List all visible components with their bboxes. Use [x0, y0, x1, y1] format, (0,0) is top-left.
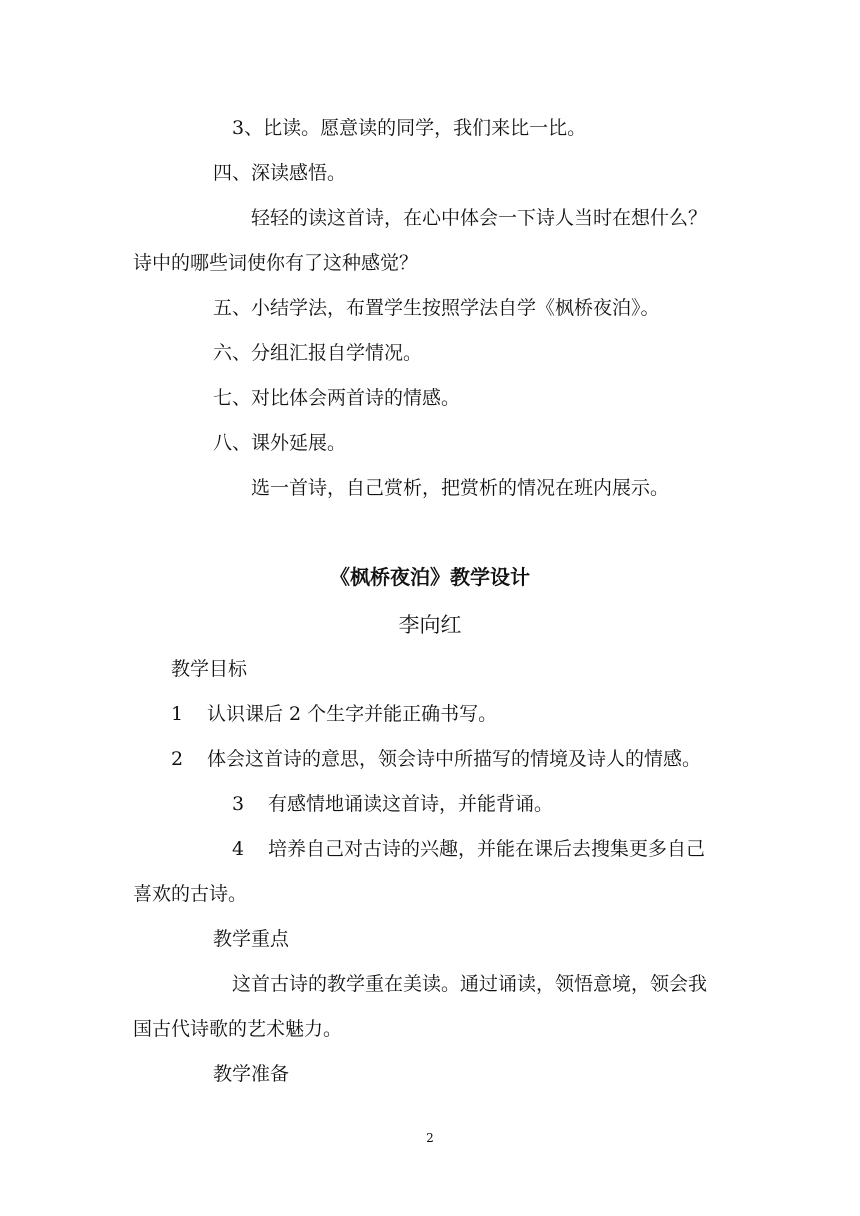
goal-text: 体会这首诗的意思，领会诗中所描写的情境及诗人的情感。 — [207, 748, 702, 770]
goal-item-1 — [171, 702, 497, 726]
goal-item-4-continued: 喜欢的古诗。 — [133, 883, 248, 905]
heading-deep-reading: 四、深读感悟。 — [213, 162, 347, 184]
heading-extension: 八、课外延展。 — [213, 432, 347, 454]
paragraph-extension: 选一首诗，自己赏析，把赏析的情况在班内展示。 — [251, 477, 670, 499]
key-points-heading: 教学重点 — [213, 928, 290, 950]
goal-item-4 — [232, 837, 705, 861]
heading-group-report: 六、分组汇报自学情况。 — [213, 342, 423, 364]
goal-text: 培养自己对古诗的兴趣，并能在课后去搜集更多自己 — [268, 838, 706, 860]
key-points-text-line1: 这首古诗的教学重在美读。通过诵读，领悟意境，领会我 — [232, 973, 708, 995]
preparation-heading: 教学准备 — [213, 1063, 290, 1085]
paragraph-compare-reading: 3、比读。愿意读的同学，我们来比一比。 — [232, 117, 587, 139]
goal-text: 有感情地诵读这首诗，并能背诵。 — [268, 793, 554, 815]
goal-item-3 — [232, 792, 553, 816]
goal-text: 认识课后 2 个生字并能正确书写。 — [207, 703, 498, 725]
page-number: 2 — [426, 1131, 434, 1145]
paragraph-deep-reading-line1: 轻轻的读这首诗，在心中体会一下诗人当时在想什么？ — [251, 207, 708, 229]
goal-item-2 — [171, 747, 701, 771]
goal-number: 4 — [232, 838, 245, 860]
paragraph-deep-reading-line2: 诗中的哪些词使你有了这种感觉？ — [133, 252, 419, 274]
section-title: 《枫桥夜泊》教学设计 — [330, 565, 530, 589]
goal-number: 2 — [171, 748, 184, 770]
key-points-text-line2: 国古代诗歌的艺术魅力。 — [133, 1018, 343, 1040]
heading-compare-emotion: 七、对比体会两首诗的情感。 — [213, 387, 461, 409]
author-name: 李向红 — [398, 613, 462, 637]
goal-number: 1 — [171, 703, 184, 725]
goals-heading: 教学目标 — [171, 658, 248, 680]
goal-number: 3 — [232, 793, 245, 815]
heading-summary: 五、小结学法，布置学生按照学法自学《枫桥夜泊》。 — [213, 297, 660, 319]
